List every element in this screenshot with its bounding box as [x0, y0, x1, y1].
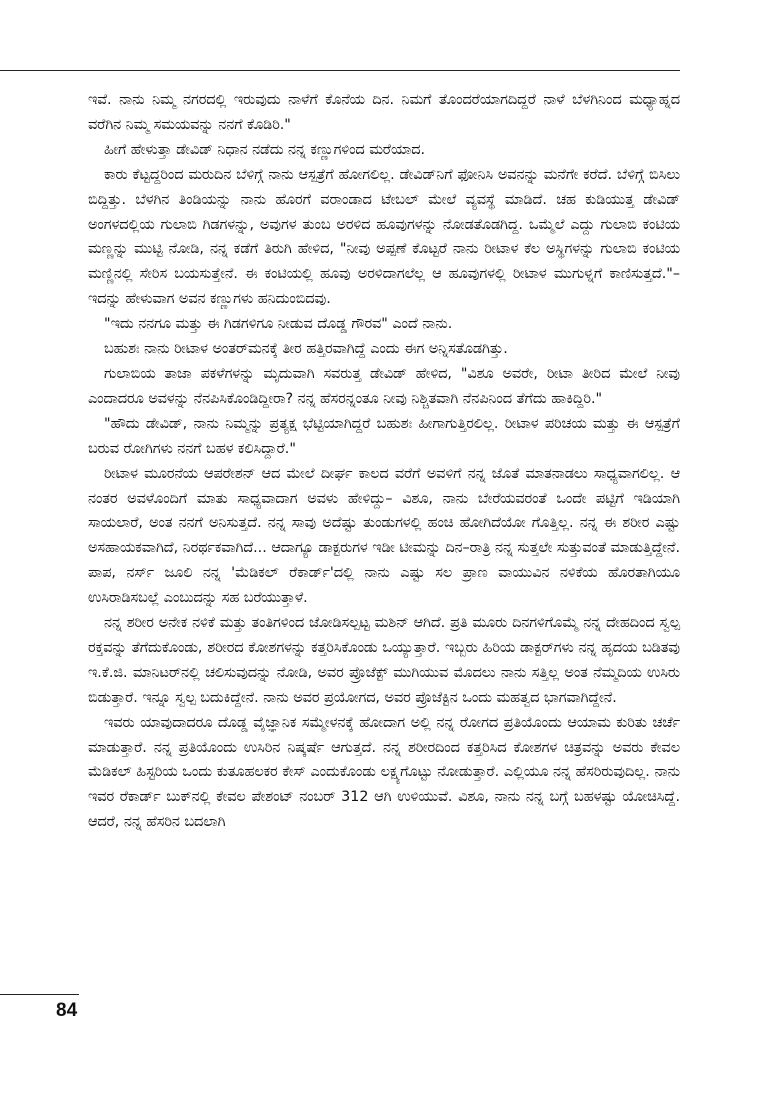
paragraph: ಇವೆ. ನಾನು ನಿಮ್ಮ ನಗರದಲ್ಲಿ ಇರುವುದು ನಾಳೆಗೆ ಕೊನೆಯ ದಿನ. ನಿಮಗೆ ತೊಂದರೆಯಾಗದಿದ್ದರೆ ನಾಳೆ ಬೆಳಗಿನಿಂದ ಮಧ್ಯಾಹ್ನದ ವರೆಗಿನ ನಿಮ್ಮ ಸಮಯವನ್ನು ನನಗೆ ಕೊಡಿರಿ." — [88, 92, 680, 133]
paragraph: ಹೀಗೆ ಹೇಳುತ್ತಾ ಡೇವಿಡ್ ನಿಧಾನ ನಡೆದು ನನ್ನ ಕಣ್ಣುಗಳಿಂದ ಮರೆಯಾದ. — [104, 141, 426, 158]
page-number: 84 — [56, 1000, 78, 1021]
header-rule — [0, 70, 680, 71]
body-text — [88, 88, 680, 835]
paragraph: ರೀಟಾಳ ಮೂರನೆಯ ಆಪರೇಶನ್ ಆದ ಮೇಲೆ ದೀರ್ಘ ಕಾಲದ ವರೆಗೆ ಅವಳಿಗೆ ನನ್ನ ಜೊತೆ ಮಾತನಾಡಲು ಸಾಧ್ಯವಾಗಲಿಲ್ಲ. ಆ ನಂತರ ಅವಳೊಂದಿಗೆ ಮಾತು ಸಾಧ್ಯವಾದಾಗ ಅವಳು ಹೇಳಿದ್ದು– ವಿಶೂ, ನಾನು ಬೇರೆಯವರಂತೆ ಒಂದೇ ಪಟ್ಟಿಗೆ ಇಡಿಯಾಗಿ ಸಾಯಲಾರೆ, ಅಂತ ನನಗೆ ಅನಿಸುತ್ತದೆ. ನನ್ನ ಸಾವು ಅದೆಷ್ಟು ತುಂಡುಗಳಲ್ಲಿ ಹಂಚಿ ಹೋಗಿದೆಯೋ ಗೊತ್ತಿಲ್ಲ. ನನ್ನ ಈ ಶರೀರ ಎಷ್ಟು ಅಸಹಾಯಕವಾಗಿದೆ, ನಿರರ್ಥಕವಾಗಿದೆ... ಆದಾಗ್ಯೂ ಡಾಕ್ಟರುಗಳ ಇಡೀ ಟೀಮನ್ನು ದಿನ–ರಾತ್ರಿ ನನ್ನ ಸುತ್ತಲೇ ಸುತ್ತುವಂತೆ ಮಾಡುತ್ತಿದ್ದೇನೆ. ಪಾಪ, ನರ್ಸ್ ಜೂಲಿ ನನ್ನ 'ಮೆಡಿಕಲ್ ರೆಕಾರ್ಡ್'ದಲ್ಲಿ ನಾನು ಎಷ್ಟು ಸಲ ಪ್ರಾಣ ವಾಯುವಿನ ನಳಿಕೆಯ ಹೊರತಾಗಿಯೂ ಉಸಿರಾಡಿಸಬಲ್ಲೆ ಎಂಬುದನ್ನು ಸಹ ಬರೆಯುತ್ತಾಳೆ. — [88, 465, 680, 607]
footer-rule — [0, 994, 79, 995]
paragraph: "ಇದು ನನಗೂ ಮತ್ತು ಈ ಗಿಡಗಳಿಗೂ ನೀಡುವ ದೊಡ್ಡ ಗೌರವ" ಎಂದೆ ನಾನು. — [104, 316, 453, 333]
paragraph: ಬಹುಶಃ ನಾನು ರೀಟಾಳ ಅಂತರ್‌ಮನಕ್ಕೆ ತೀರ ಹತ್ತಿರವಾಗಿದ್ದೆ ಎಂದು ಈಗ ಅನ್ನಿಸತೊಡಗಿತ್ತು. — [104, 341, 508, 358]
paragraph: ನನ್ನ ಶರೀರ ಅನೇಕ ನಳಿಕೆ ಮತ್ತು ತಂತಿಗಳಿಂದ ಜೋಡಿಸಲ್ಪಟ್ಟ ಮಶಿನ್ ಆಗಿದೆ. ಪ್ರತಿ ಮೂರು ದಿನಗಳಿಗೊಮ್ಮೆ ನನ್ನ ದೇಹದಿಂದ ಸ್ವಲ್ಪ ರಕ್ತವನ್ನು ತೆಗೆದುಕೊಂಡು, ಶರೀರದ ಕೋಶಗಳನ್ನು ಕತ್ತರಿಸಿಕೊಂಡು ಒಯ್ಯುತ್ತಾರೆ. ಇಬ್ಬರು ಹಿರಿಯ ಡಾಕ್ಟರ್‌ಗಳು ನನ್ನ ಹೃದಯ ಬಡಿತವು ಇ.ಕೆ.ಜಿ. ಮಾನಿಟರ್‌ನಲ್ಲಿ ಚಲಿಸುವುದನ್ನು ನೋಡಿ, ಅವರ ಪ್ರೊಜೆಕ್ಟ್ ಮುಗಿಯುವ ಮೊದಲು ನಾನು ಸತ್ತಿಲ್ಲ ಅಂತ ನೆಮ್ಮದಿಯ ಉಸಿರು ಬಿಡುತ್ತಾರೆ. ಇನ್ನೂ ಸ್ವಲ್ಪ ಬದುಕಿದ್ದೇನೆ. ನಾನು ಅವರ ಪ್ರಯೋಗದ, ಅವರ ಪ್ರೊಜೆಕ್ಟಿನ ಒಂದು ಮಹತ್ವದ ಭಾಗವಾಗಿದ್ದೇನೆ. — [88, 615, 680, 706]
paragraph: ಗುಲಾಬಿಯ ತಾಜಾ ಪಕಳೆಗಳನ್ನು ಮೃದುವಾಗಿ ಸವರುತ್ತ ಡೇವಿಡ್ ಹೇಳಿದ, "ವಿಶೂ ಅವರೇ, ರೀಟಾ ತೀರಿದ ಮೇಲೆ ನೀವು ಎಂದಾದರೂ ಅವಳನ್ನು ನೆನಪಿಸಿಕೊಂಡಿದ್ದೀರಾ? ನನ್ನ ಹೆಸರನ್ನಂತೂ ನೀವು ನಿಶ್ಚಿತವಾಗಿ ನೆನಪಿನಿಂದ ತೆಗೆದು ಹಾಕಿದ್ದಿರಿ." — [88, 365, 680, 407]
paragraph: ಕಾರು ಕೆಟ್ಟದ್ದರಿಂದ ಮರುದಿನ ಬೆಳಿಗ್ಗೆ ನಾನು ಆಸ್ಪತ್ರೆಗೆ ಹೋಗಲಿಲ್ಲ. ಡೇವಿಡ್‌ನಿಗೆ ಫೋನಿಸಿ ಅವನನ್ನು ಮನೆಗೇ ಕರೆದೆ. ಬೆಳಿಗ್ಗೆ ಬಿಸಿಲು ಬಿದ್ದಿತ್ತು. ಬೆಳಗಿನ ತಿಂಡಿಯನ್ನು ನಾನು ಹೊರಗೆ ವರಾಂಡಾದ ಟೇಬಲ್ ಮೇಲೆ ವ್ಯವಸ್ಥೆ ಮಾಡಿದೆ. ಚಹ ಕುಡಿಯುತ್ತ ಡೇವಿಡ್ ಅಂಗಳದಲ್ಲಿಯ ಗುಲಾಬಿ ಗಿಡಗಳನ್ನು, ಅವುಗಳ ತುಂಬ ಅರಳಿದ ಹೂವುಗಳನ್ನು ನೋಡತೊಡಗಿದ್ದ. ಒಮ್ಮೆಲೆ ಎದ್ದು ಗುಲಾಬಿ ಕಂಟಿಯ ಮಣ್ಣನ್ನು ಮುಟ್ಟಿ ನೋಡಿ, ನನ್ನ ಕಡೆಗೆ ತಿರುಗಿ ಹೇಳಿದ, "ನೀವು ಅಪ್ಪಣೆ ಕೊಟ್ಟರೆ ನಾನು ರೀಟಾಳ ಕೆಲ ಅಸ್ಥಿಗಳನ್ನು ಗುಲಾಬಿ ಕಂಟಿಯ ಮಣ್ಣಿನಲ್ಲಿ ಸೇರಿಸ ಬಯಸುತ್ತೇನೆ. ಈ ಕಂಟಿಯಲ್ಲಿ ಹೂವು ಅರಳಿದಾಗಲೆಲ್ಲ ಆ ಹೂವುಗಳಲ್ಲಿ ರೀಟಾಳ ಮುಗುಳ್ನಗೆ ಕಾಣಿಸುತ್ತದೆ."– ಇದನ್ನು ಹೇಳುವಾಗ ಅವನ ಕಣ್ಣುಗಳು ಹನಿದುಂಬಿದವು. — [88, 166, 680, 308]
paragraph: "ಹೌದು ಡೇವಿಡ್, ನಾನು ನಿಮ್ಮನ್ನು ಪ್ರತ್ಯಕ್ಷ ಭೆಟ್ಟಿಯಾಗಿದ್ದರೆ ಬಹುಶಃ ಹೀಗಾಗುತ್ತಿರಲಿಲ್ಲ. ರೀಟಾಳ ಪರಿಚಯ ಮತ್ತು ಈ ಆಸ್ಪತ್ರೆಗೆ ಬರುವ ರೋಗಿಗಳು ನನಗೆ ಬಹಳ ಕಲಿಸಿದ್ದಾರೆ." — [88, 415, 680, 457]
paragraph: ಇವರು ಯಾವುದಾದರೂ ದೊಡ್ಡ ವೈಜ್ಞಾನಿಕ ಸಮ್ಮೇಳನಕ್ಕೆ ಹೋದಾಗ ಅಲ್ಲಿ ನನ್ನ ರೋಗದ ಪ್ರತಿಯೊಂದು ಆಯಾಮ ಕುರಿತು ಚರ್ಚೆ ಮಾಡುತ್ತಾರೆ. ನನ್ನ ಪ್ರತಿಯೊಂದು ಉಸಿರಿನ ನಿಷ್ಕರ್ಷೆ ಆಗುತ್ತದೆ. ನನ್ನ ಶರೀರದಿಂದ ಕತ್ತರಿಸಿದ ಕೋಶಗಳ ಚಿತ್ರವನ್ನು ಅವರು ಕೇವಲ ಮೆಡಿಕಲ್ ಹಿಸ್ಟರಿಯ ಒಂದು ಕುತೂಹಲಕರ ಕೇಸ್ ಎಂದುಕೊಂಡು ಲಕ್ಷ್ಯಗೊಟ್ಟು ನೋಡುತ್ತಾರೆ. ಎಲ್ಲಿಯೂ ನನ್ನ ಹೆಸರಿರುವುದಿಲ್ಲ. ನಾನು ಇವರ ರೆಕಾರ್ಡ್ ಬುಕ್‌ನಲ್ಲಿ ಕೇವಲ ಪೇಶಂಟ್ ನಂಬರ್ 312 ಆಗಿ ಉಳಿಯುವೆ. ವಿಶೂ, ನಾನು ನನ್ನ ಬಗ್ಗೆ ಬಹಳಷ್ಟು ಯೋಚಿಸಿದ್ದೆ. ಆದರೆ, ನನ್ನ ಹೆಸರಿನ ಬದಲಾಗಿ — [88, 714, 680, 831]
